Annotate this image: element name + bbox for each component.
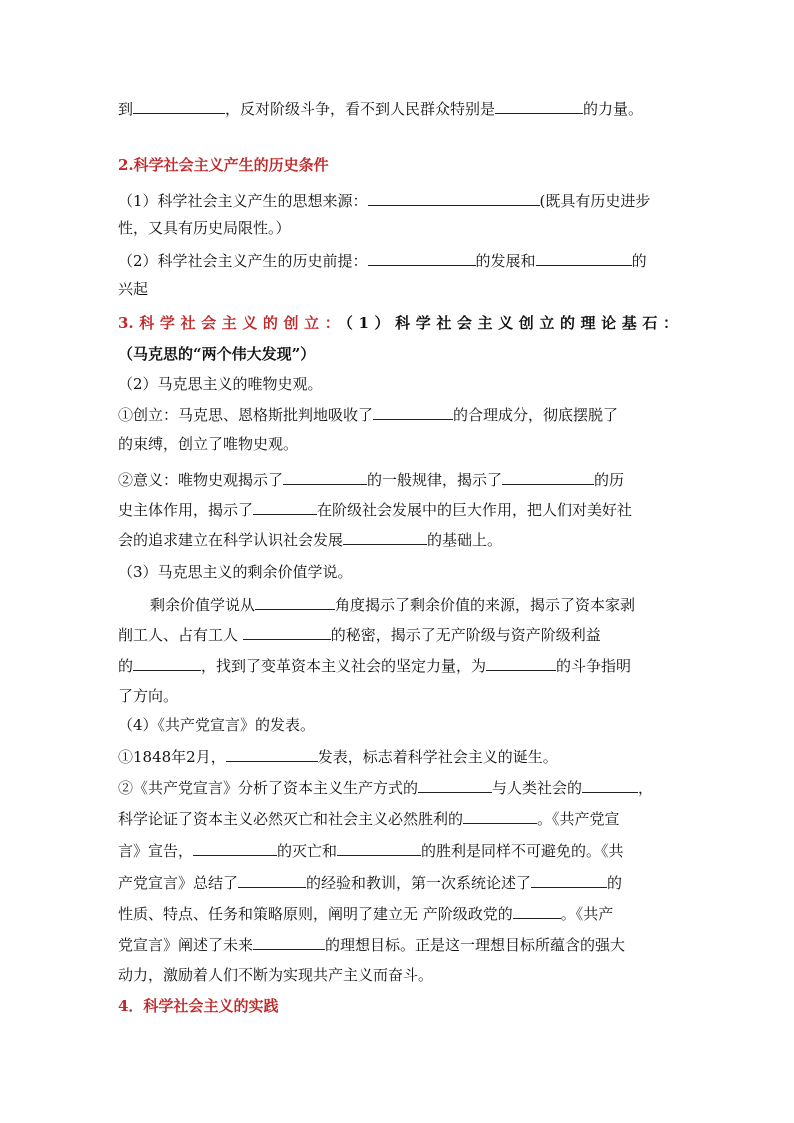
- text-line-4: 性，又具有历史局限性。）: [118, 219, 291, 237]
- text-line-22: ②《共产党宣言》分析了资本主义生产方式的 与人类社会的 ，: [118, 779, 654, 797]
- text-line-24: 言》宣告， 的灭亡和 的胜利是同样不可避免的。《共: [118, 842, 624, 860]
- fill-blank[interactable]: [255, 594, 335, 610]
- fill-blank[interactable]: [253, 499, 317, 515]
- fill-blank[interactable]: [253, 934, 325, 950]
- text-line-19: 了方向。: [118, 687, 179, 705]
- text-line-26: 性质、特点、任务和策略原则，阐明了建立无 产阶级政党的 。《共产: [118, 905, 614, 923]
- fill-blank[interactable]: [133, 655, 201, 671]
- section-heading-2: 2.科学社会主义产生的历史条件: [118, 156, 329, 174]
- text-line-14: 会的追求建立在科学认识社会发展 的基础上。: [118, 531, 503, 549]
- fill-blank[interactable]: [368, 250, 476, 266]
- text-line-20: （4）《共产党宣言》的发表。: [118, 716, 316, 734]
- text-line-17: 削工人、占有工人 的秘密，揭示了无产阶级与资产阶级利益: [118, 626, 601, 644]
- fill-blank[interactable]: [502, 469, 594, 485]
- fill-blank[interactable]: [226, 746, 318, 762]
- text-line-3: （1）科学社会主义产生的思想来源： (既具有历史进步: [118, 192, 651, 210]
- fill-blank[interactable]: [531, 872, 607, 888]
- text-line-13: 史主体作用，揭示了 在阶级社会发展中的巨大作用，把人们对美好社: [118, 501, 633, 519]
- text-line-18: 的 ，找到了变革资本主义社会的坚定力量，为 的斗争指明: [118, 657, 632, 675]
- fill-blank[interactable]: [513, 903, 561, 919]
- fill-blank[interactable]: [582, 777, 638, 793]
- fill-blank[interactable]: [418, 777, 492, 793]
- section-heading-3: 3.科学社会主义的创立：（1）科学社会主义创立的理论基石：: [118, 314, 678, 332]
- text-line-10: ①创立：马克思、恩格斯批判地吸收了 的合理成分，彻底摆脱了: [118, 406, 619, 424]
- fill-blank[interactable]: [486, 655, 556, 671]
- fill-blank[interactable]: [368, 190, 540, 206]
- fill-blank[interactable]: [373, 404, 453, 420]
- text-line-8: （马克思的“两个伟大发现”）: [118, 345, 316, 363]
- fill-blank[interactable]: [343, 529, 427, 545]
- text-line-6: 兴起: [118, 280, 149, 298]
- text-line-16: 剩余价值学说从 角度揭示了剩余价值的来源，揭示了资本家剥: [150, 596, 636, 614]
- text-line-21: ①1848年2月， 发表，标志着科学社会主义的诞生。: [118, 748, 558, 766]
- text-line-27: 党宣言》阐述了未来 的理想目标。正是这一理想目标所蕴含的强大: [118, 936, 626, 954]
- text-line-12: ②意义：唯物史观揭示了 的一般规律，揭示了 的历: [118, 471, 625, 489]
- fill-blank[interactable]: [463, 808, 537, 824]
- fill-blank[interactable]: [238, 872, 306, 888]
- fill-blank[interactable]: [337, 840, 421, 856]
- fill-blank[interactable]: [193, 840, 277, 856]
- text-line-1: 到 ，反对阶级斗争，看不到人民群众特别是 的力量。: [118, 100, 644, 118]
- fill-blank[interactable]: [243, 624, 331, 640]
- text-line-25: 产党宣言》总结了 的经验和教训，第一次系统论述了 的: [118, 874, 623, 892]
- fill-blank[interactable]: [283, 469, 367, 485]
- text-line-23: 科学论证了资本主义必然灭亡和社会主义必然胜利的 。《共产党宣: [118, 810, 620, 828]
- text-line-5: （2）科学社会主义产生的历史前提： 的发展和 的: [118, 252, 647, 270]
- text-line-28: 动力，激励着人们不断为实现共产主义而奋斗。: [118, 966, 434, 984]
- fill-blank[interactable]: [536, 250, 632, 266]
- text-line-15: （3）马克思主义的剩余价值学说。: [118, 563, 353, 581]
- fill-blank[interactable]: [495, 98, 583, 114]
- fill-blank[interactable]: [133, 98, 225, 114]
- text-line-11: 的束缚，创立了唯物史观。: [118, 435, 299, 453]
- section-heading-4: 4．科学社会主义的实践: [118, 997, 279, 1015]
- text-line-9: （2）马克思主义的唯物史观。: [118, 375, 323, 393]
